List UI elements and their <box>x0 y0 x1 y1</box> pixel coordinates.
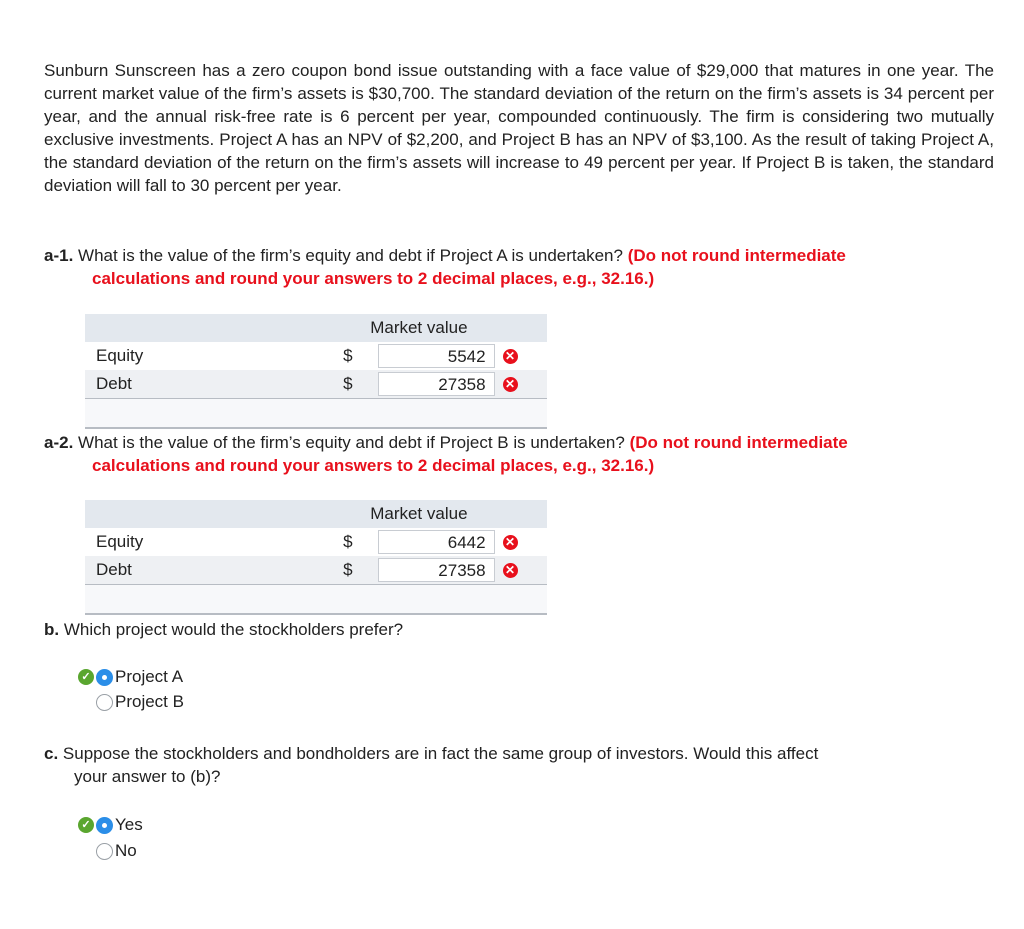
table-row <box>85 370 547 399</box>
currency-symbol: $ <box>343 342 378 370</box>
a1-equity-input[interactable]: 5542 <box>378 344 495 368</box>
question-a1-instruction-2: calculations and round your answers to 2 decimal places, e.g., 32.16.) <box>92 269 655 288</box>
option-yes[interactable] <box>78 814 143 836</box>
x-circle-icon: ✕ <box>503 377 518 392</box>
table-row <box>85 556 547 585</box>
x-circle-icon: ✕ <box>503 349 518 364</box>
x-circle-icon: ✕ <box>503 535 518 550</box>
a1-column-header: Market value <box>343 314 494 342</box>
question-b-number: b. <box>44 620 60 639</box>
a2-equity-input[interactable]: 6442 <box>378 530 495 554</box>
a2-debt-input[interactable]: 27358 <box>378 558 495 582</box>
question-a1-number: a-1. <box>44 246 74 265</box>
question-a1-text: What is the value of the firm’s equity and debt if Project A is undertaken? <box>78 246 623 265</box>
question-b <box>44 618 403 641</box>
table-row <box>85 342 547 370</box>
option-no[interactable] <box>78 840 137 862</box>
option-label: Project A <box>115 667 184 686</box>
check-circle-icon: ✓ <box>78 817 94 833</box>
question-b-text: Which project would the stockholders prefer? <box>63 620 404 639</box>
question-c <box>44 742 994 788</box>
x-circle-icon: ✕ <box>503 563 518 578</box>
check-circle-icon: ✓ <box>78 669 94 685</box>
currency-symbol: $ <box>343 528 378 556</box>
question-c-text-2: your answer to (b)? <box>74 767 221 786</box>
a1-market-value-table <box>85 314 547 429</box>
question-a1-instruction-1: (Do not round intermediate <box>627 246 846 265</box>
row-label: Equity <box>85 528 343 556</box>
option-label: Yes <box>115 815 143 834</box>
radio-project-a[interactable] <box>96 669 113 686</box>
question-a2 <box>44 431 996 477</box>
radio-no[interactable] <box>96 843 113 860</box>
question-c-text-1: Suppose the stockholders and bondholders are in fact the same group of investors. Would this affect <box>62 744 819 763</box>
option-project-a[interactable] <box>78 666 183 688</box>
question-c-number: c. <box>44 744 59 763</box>
row-label: Debt <box>85 370 343 399</box>
radio-project-b[interactable] <box>96 694 113 711</box>
question-a2-text: What is the value of the firm’s equity and debt if Project B is undertaken? <box>78 433 625 452</box>
currency-symbol: $ <box>343 556 378 585</box>
row-label: Debt <box>85 556 343 585</box>
a2-market-value-table <box>85 500 547 615</box>
problem-statement: Sunburn Sunscreen has a zero coupon bond issue outstanding with a face value of $29,000 that matures in one year. The current market value of the firm’s assets is $30,700. The standard deviation of the return on the firm’s assets is 34 percent per year, and the annual risk-free rate is 6 percent per year, compounded continuously. The firm is considering two mutually exclusive investments. Project A has an NPV of $2,200, and Project B has an NPV of $3,100. As the result of taking Project A, the standard deviation of the return on the firm’s assets will increase to 49 percent per year. If Project B is taken, the standard deviation will fall to 30 percent per year. <box>44 61 994 195</box>
question-a2-instruction-1: (Do not round intermediate <box>629 433 848 452</box>
row-label: Equity <box>85 342 343 370</box>
radio-yes[interactable] <box>96 817 113 834</box>
a2-column-header: Market value <box>343 500 494 528</box>
question-a1 <box>44 244 996 290</box>
option-label: No <box>115 841 137 860</box>
table-row <box>85 528 547 556</box>
currency-symbol: $ <box>343 370 378 399</box>
option-project-b[interactable] <box>78 691 184 713</box>
option-label: Project B <box>115 692 184 711</box>
a1-debt-input[interactable]: 27358 <box>378 372 495 396</box>
question-a2-number: a-2. <box>44 433 74 452</box>
question-a2-instruction-2: calculations and round your answers to 2 decimal places, e.g., 32.16.) <box>92 456 655 475</box>
